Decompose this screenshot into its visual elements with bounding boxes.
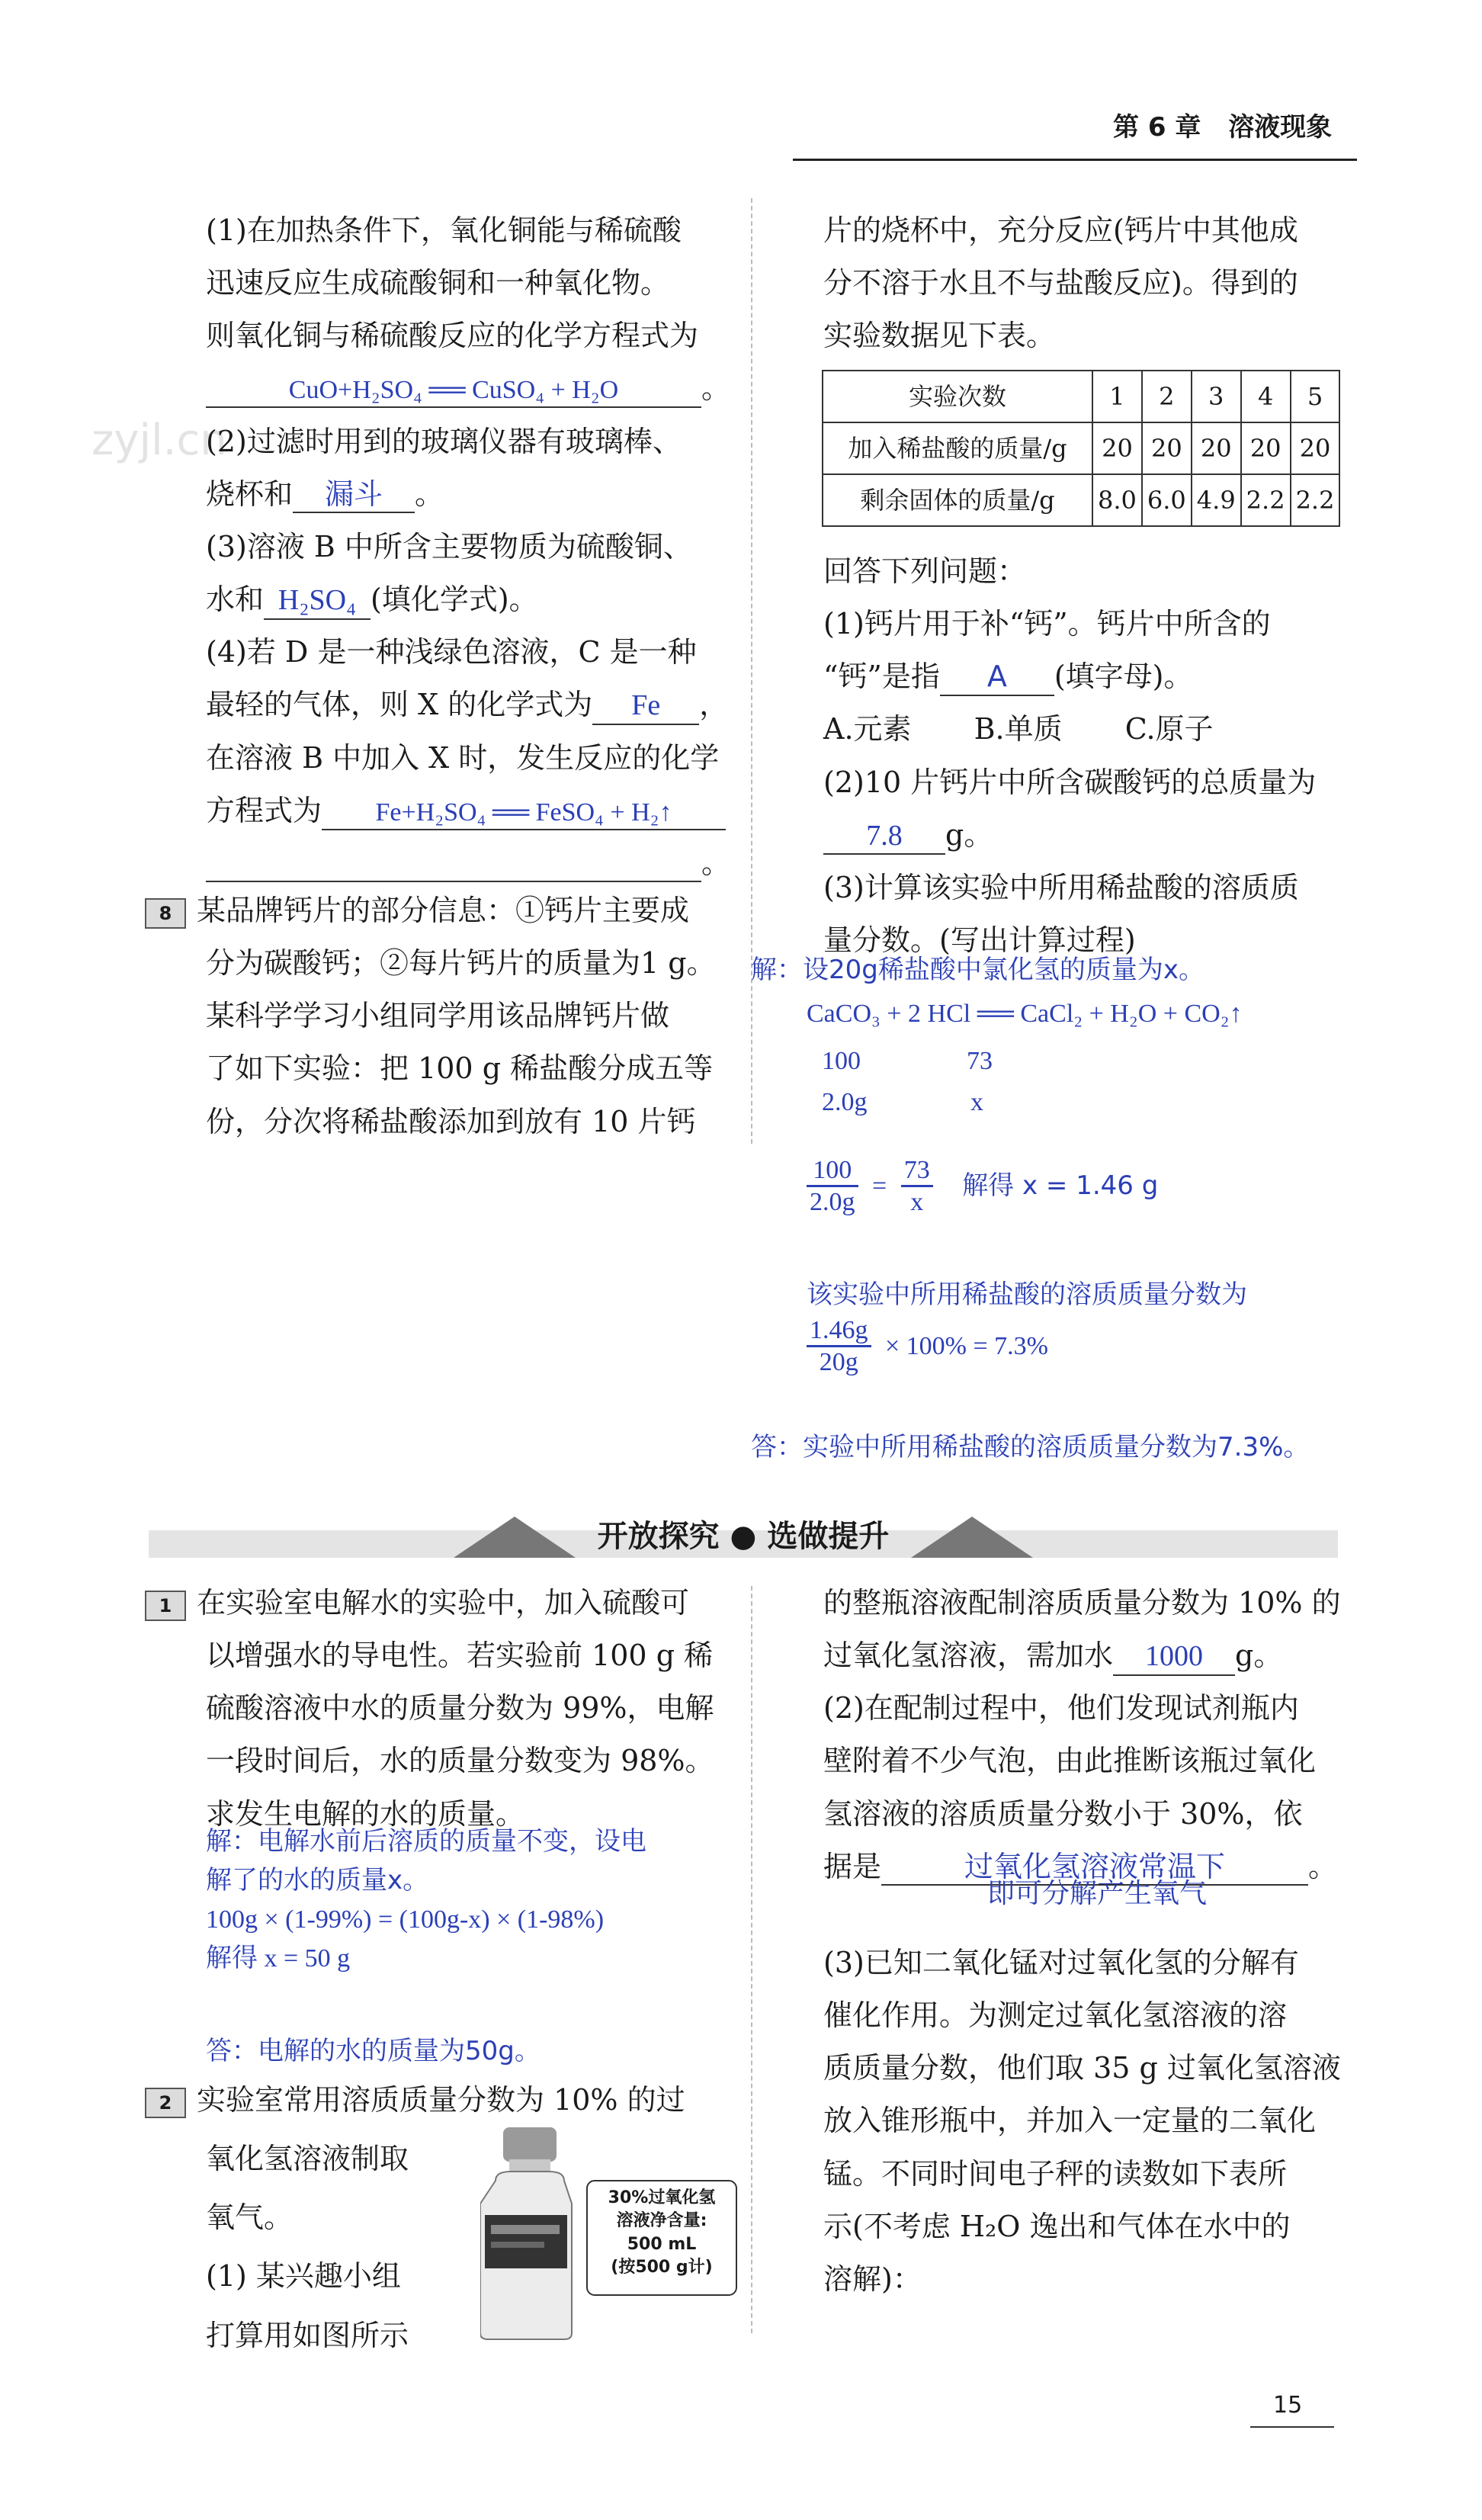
text-line: 分为碳酸钙；②每片钙片的质量为1 g。 (206, 946, 716, 981)
q1-solution (206, 1822, 646, 1978)
text-line: 氧气。 (206, 2201, 294, 2235)
table-cell: 5 (1291, 371, 1340, 422)
label-line: 溶液净含量: (616, 2211, 707, 2231)
option-b: B.单质 (974, 712, 1063, 746)
right-questions (823, 545, 1372, 967)
watermark: zyjl.cn (91, 416, 227, 465)
data-table (822, 370, 1340, 527)
text-line: 在实验室电解水的实验中，加入硫酸可 (197, 1586, 690, 1620)
answer-blank-reason: 过氧化氢溶液常温下 (881, 1850, 1308, 1886)
text-line: 回答下列问题： (823, 554, 1027, 588)
label-line: 30%过氧化氢 (608, 2188, 716, 2207)
fraction: $\frac{100}{2.0g}$ (807, 1155, 858, 1217)
text-line: 壁附着不少气泡，由此推断该瓶过氧化 (823, 1744, 1317, 1778)
chapter-number: 第 6 章 (1113, 112, 1201, 143)
solution-ratio: 100 73 2.0g x (822, 1047, 993, 1117)
answer-blank-fe-equation: Fe+H₂SO₄ ══ FeSO₄ + H₂↑ (322, 798, 726, 830)
answer-blank-mass: 7.8 (823, 819, 945, 856)
column-divider (751, 1586, 752, 2333)
answer-blank-a: A (940, 660, 1054, 696)
text-line: 打算用如图所示 (206, 2318, 409, 2352)
text-line: 以增强水的导电性。若实验前 100 g 稀 (206, 1639, 714, 1673)
text-line: 硫酸溶液中水的质量分数为 99%，电解 (206, 1691, 714, 1725)
question-8 (145, 884, 747, 1148)
section-banner (149, 1514, 1338, 1564)
text-line: 氢溶液的溶质质量分数小于 30%，依 (823, 1796, 1303, 1831)
q1-answer: 答：电解的水的质量为50g。 (206, 2036, 541, 2066)
text-line: 据是 过氧化氢溶液常温下 。 (823, 1841, 1372, 1893)
text-line: 烧杯和 漏斗 。 (206, 468, 739, 521)
text-line: 方程式为 Fe+H₂SO₄ ══ FeSO₄ + H₂↑ (206, 785, 739, 837)
table-cell: 6.0 (1142, 474, 1192, 526)
text-line: 求发生电解的水的质量。 (206, 1796, 525, 1831)
table-cell: 1 (1092, 371, 1142, 422)
answer-line: CuO+H₂SO₄ ══ CuSO₄ + H₂O 。 (206, 362, 739, 415)
text-line: 最轻的气体，则 X 的化学式为 Fe ， (206, 679, 739, 731)
answer-blank-acid: H₂SO₄ (264, 583, 370, 620)
text-line: 一段时间后，水的质量分数变为 98%。 (206, 1744, 714, 1778)
text-line: 催化作用。为测定过氧化氢溶液的溶 (823, 1998, 1288, 2033)
table-cell: 20 (1192, 422, 1241, 474)
solution-answer: 答：实验中所用稀盐酸的溶质质量分数为7.3%。 (751, 1432, 1310, 1462)
answer-blank-fe: Fe (592, 689, 699, 725)
text-line: 示(不考虑 H₂O 逸出和气体在水中的 (823, 2209, 1291, 2243)
text-line: 迅速反应生成硫酸铜和一种氧化物。 (206, 266, 670, 300)
table-header-row (823, 371, 1339, 422)
option-c: C.原子 (1124, 712, 1214, 746)
chapter-title: 溶液现象 (1228, 112, 1333, 143)
table-cell: 20 (1291, 422, 1340, 474)
table-cell: 4 (1241, 371, 1291, 422)
text-line: 放入锥形瓶中，并加入一定量的二氧化 (823, 2104, 1317, 2138)
text-line: 锰。不同时间电子秤的读数如下表所 (823, 2156, 1288, 2191)
text-line: (2)10 片钙片中所含碳酸钙的总质量为 (823, 765, 1317, 799)
text-line: 水和 H₂SO₄ (填化学式)。 (206, 573, 739, 626)
solution-equation: CaCO₃ + 2 HCl ══ CaCl₂ + H₂O + CO₂↑ (807, 1000, 1243, 1028)
text-line: 100g × (1-99%) = (100g-x) × (1-98%) (206, 1905, 605, 1934)
table-cell: 剩余固体的质量/g (823, 474, 1092, 526)
reagent-bottle-image (480, 2127, 739, 2341)
table-cell: 20 (1241, 422, 1291, 474)
text-line: 份，分次将稀盐酸添加到放有 10 片钙 (206, 1104, 696, 1138)
right-question-3 (823, 1937, 1372, 2306)
text-line: 则氧化铜与稀硫酸反应的化学方程式为 (206, 319, 699, 353)
text-line: 氧化氢溶液制取 (206, 2142, 409, 2176)
question-number: 1 (145, 1591, 186, 1621)
empty-blank (206, 846, 701, 883)
table-cell: 实验次数 (823, 371, 1092, 422)
table-cell: 8.0 (1092, 474, 1142, 526)
text-line: 解：电解水前后溶质的质量不变，设电 (206, 1826, 646, 1857)
text-line: 实验数据见下表。 (823, 319, 1056, 353)
text-line: 在溶液 B 中加入 X 时，发生反应的化学 (206, 740, 720, 775)
table-cell: 4.9 (1192, 474, 1241, 526)
options-line (823, 703, 1372, 756)
label-line: (按500 g计) (611, 2258, 713, 2278)
text-line: 溶解)： (823, 2262, 922, 2296)
table-row (823, 422, 1339, 474)
fraction: $\frac{73}{x}$ (901, 1155, 933, 1217)
text-line: (4)若 D 是一种浅绿色溶液，C 是一种 (206, 635, 697, 669)
chapter-header (1113, 112, 1333, 143)
text-line: (3)计算该实验中所用稀盐酸的溶质质 (823, 870, 1299, 904)
answer-blank-equation: CuO+H₂SO₄ ══ CuSO₄ + H₂O (206, 375, 701, 408)
question-1 (145, 1577, 747, 1841)
text-line: 分不溶于水且不与盐酸反应)。得到的 (823, 266, 1298, 300)
banner-title: 开放探究 ● 选做提升 (597, 1519, 890, 1554)
answer-blank-funnel: 漏斗 (293, 477, 415, 514)
solution-fraction-intro: 该实验中所用稀盐酸的溶质质量分数为 (807, 1279, 1247, 1310)
option-a: A.元素 (823, 712, 912, 746)
solution-proportion: $\frac{100}{2.0g}$ = $\frac{73}{x}$ 解得 x = 1.46 g (807, 1155, 1158, 1217)
table-cell: 加入稀盐酸的质量/g (823, 422, 1092, 474)
question-number: 8 (145, 898, 186, 929)
table-cell: 2 (1142, 371, 1192, 422)
page-number: 15 (1273, 2392, 1303, 2419)
answer-blank-water: 1000 (1113, 1639, 1235, 1676)
text-line: (1) 某兴趣小组 (206, 2259, 401, 2294)
text-line: 解得 x = 50 g (206, 1944, 351, 1973)
text-line: (2)过滤时用到的玻璃仪器有玻璃棒、 (206, 424, 682, 458)
text-line: (1)在加热条件下，氧化铜能与稀硫酸 (206, 213, 682, 247)
text-line: 质质量分数，他们取 35 g 过氧化氢溶液 (823, 2051, 1341, 2085)
page-number-rule (1250, 2426, 1334, 2428)
table-cell: 2.2 (1241, 474, 1291, 526)
table-cell: 20 (1092, 422, 1142, 474)
text-line: (3)已知二氧化锰对过氧化氢的分解有 (823, 1946, 1299, 1979)
answer-line: 。 (206, 837, 739, 890)
question-number: 2 (145, 2088, 186, 2118)
text-line: (1)钙片用于补“钙”。钙片中所含的 (823, 607, 1271, 641)
solution-fraction: $\frac{1.46g}{20g}$ × 100% = 7.3% (807, 1315, 1048, 1377)
text-line: 7.8 g。 (823, 809, 1372, 862)
text-line: 了如下实验：把 100 g 稀盐酸分成五等 (206, 1051, 714, 1086)
text-line: 解了的水的质量x。 (206, 1865, 429, 1896)
text-line: 某品牌钙片的部分信息：①钙片主要成 (197, 894, 690, 927)
text-line: 的整瓶溶液配制溶质质量分数为 10% 的 (823, 1586, 1341, 1620)
left-column-top (206, 204, 739, 890)
reason-continuation: 即可分解产生氧气 (987, 1878, 1208, 1909)
header-rule (793, 159, 1357, 161)
table-cell: 20 (1142, 422, 1192, 474)
column-divider (751, 198, 752, 1144)
bottle-label (587, 2187, 736, 2279)
table-row (823, 474, 1339, 526)
text-line: 过氧化氢溶液，需加水 1000 g。 (823, 1629, 1372, 1682)
table-cell: 2.2 (1291, 474, 1340, 526)
text-line: (3)溶液 B 中所含主要物质为硫酸铜、 (206, 529, 692, 563)
right-column-bottom (823, 1577, 1372, 1893)
text-line: (2)在配制过程中，他们发现试剂瓶内 (823, 1691, 1299, 1725)
text-line: 某科学学习小组同学用该品牌钙片做 (206, 999, 670, 1033)
solution-intro: 解：设20g稀盐酸中氯化氢的质量为x。 (751, 955, 1205, 985)
text-line: 片的烧杯中，充分反应(钙片中其他成 (823, 213, 1298, 247)
text-line: 量分数。(写出计算过程) (823, 923, 1136, 958)
right-column-top (823, 204, 1372, 362)
text-line: 实验室常用溶质质量分数为 10% 的过 (197, 2083, 685, 2117)
label-line: 500 mL (627, 2234, 697, 2254)
fraction: $\frac{1.46g}{20g}$ (807, 1315, 871, 1377)
table-cell: 3 (1192, 371, 1241, 422)
text-line: “钙”是指 A (填字母)。 (823, 650, 1372, 703)
